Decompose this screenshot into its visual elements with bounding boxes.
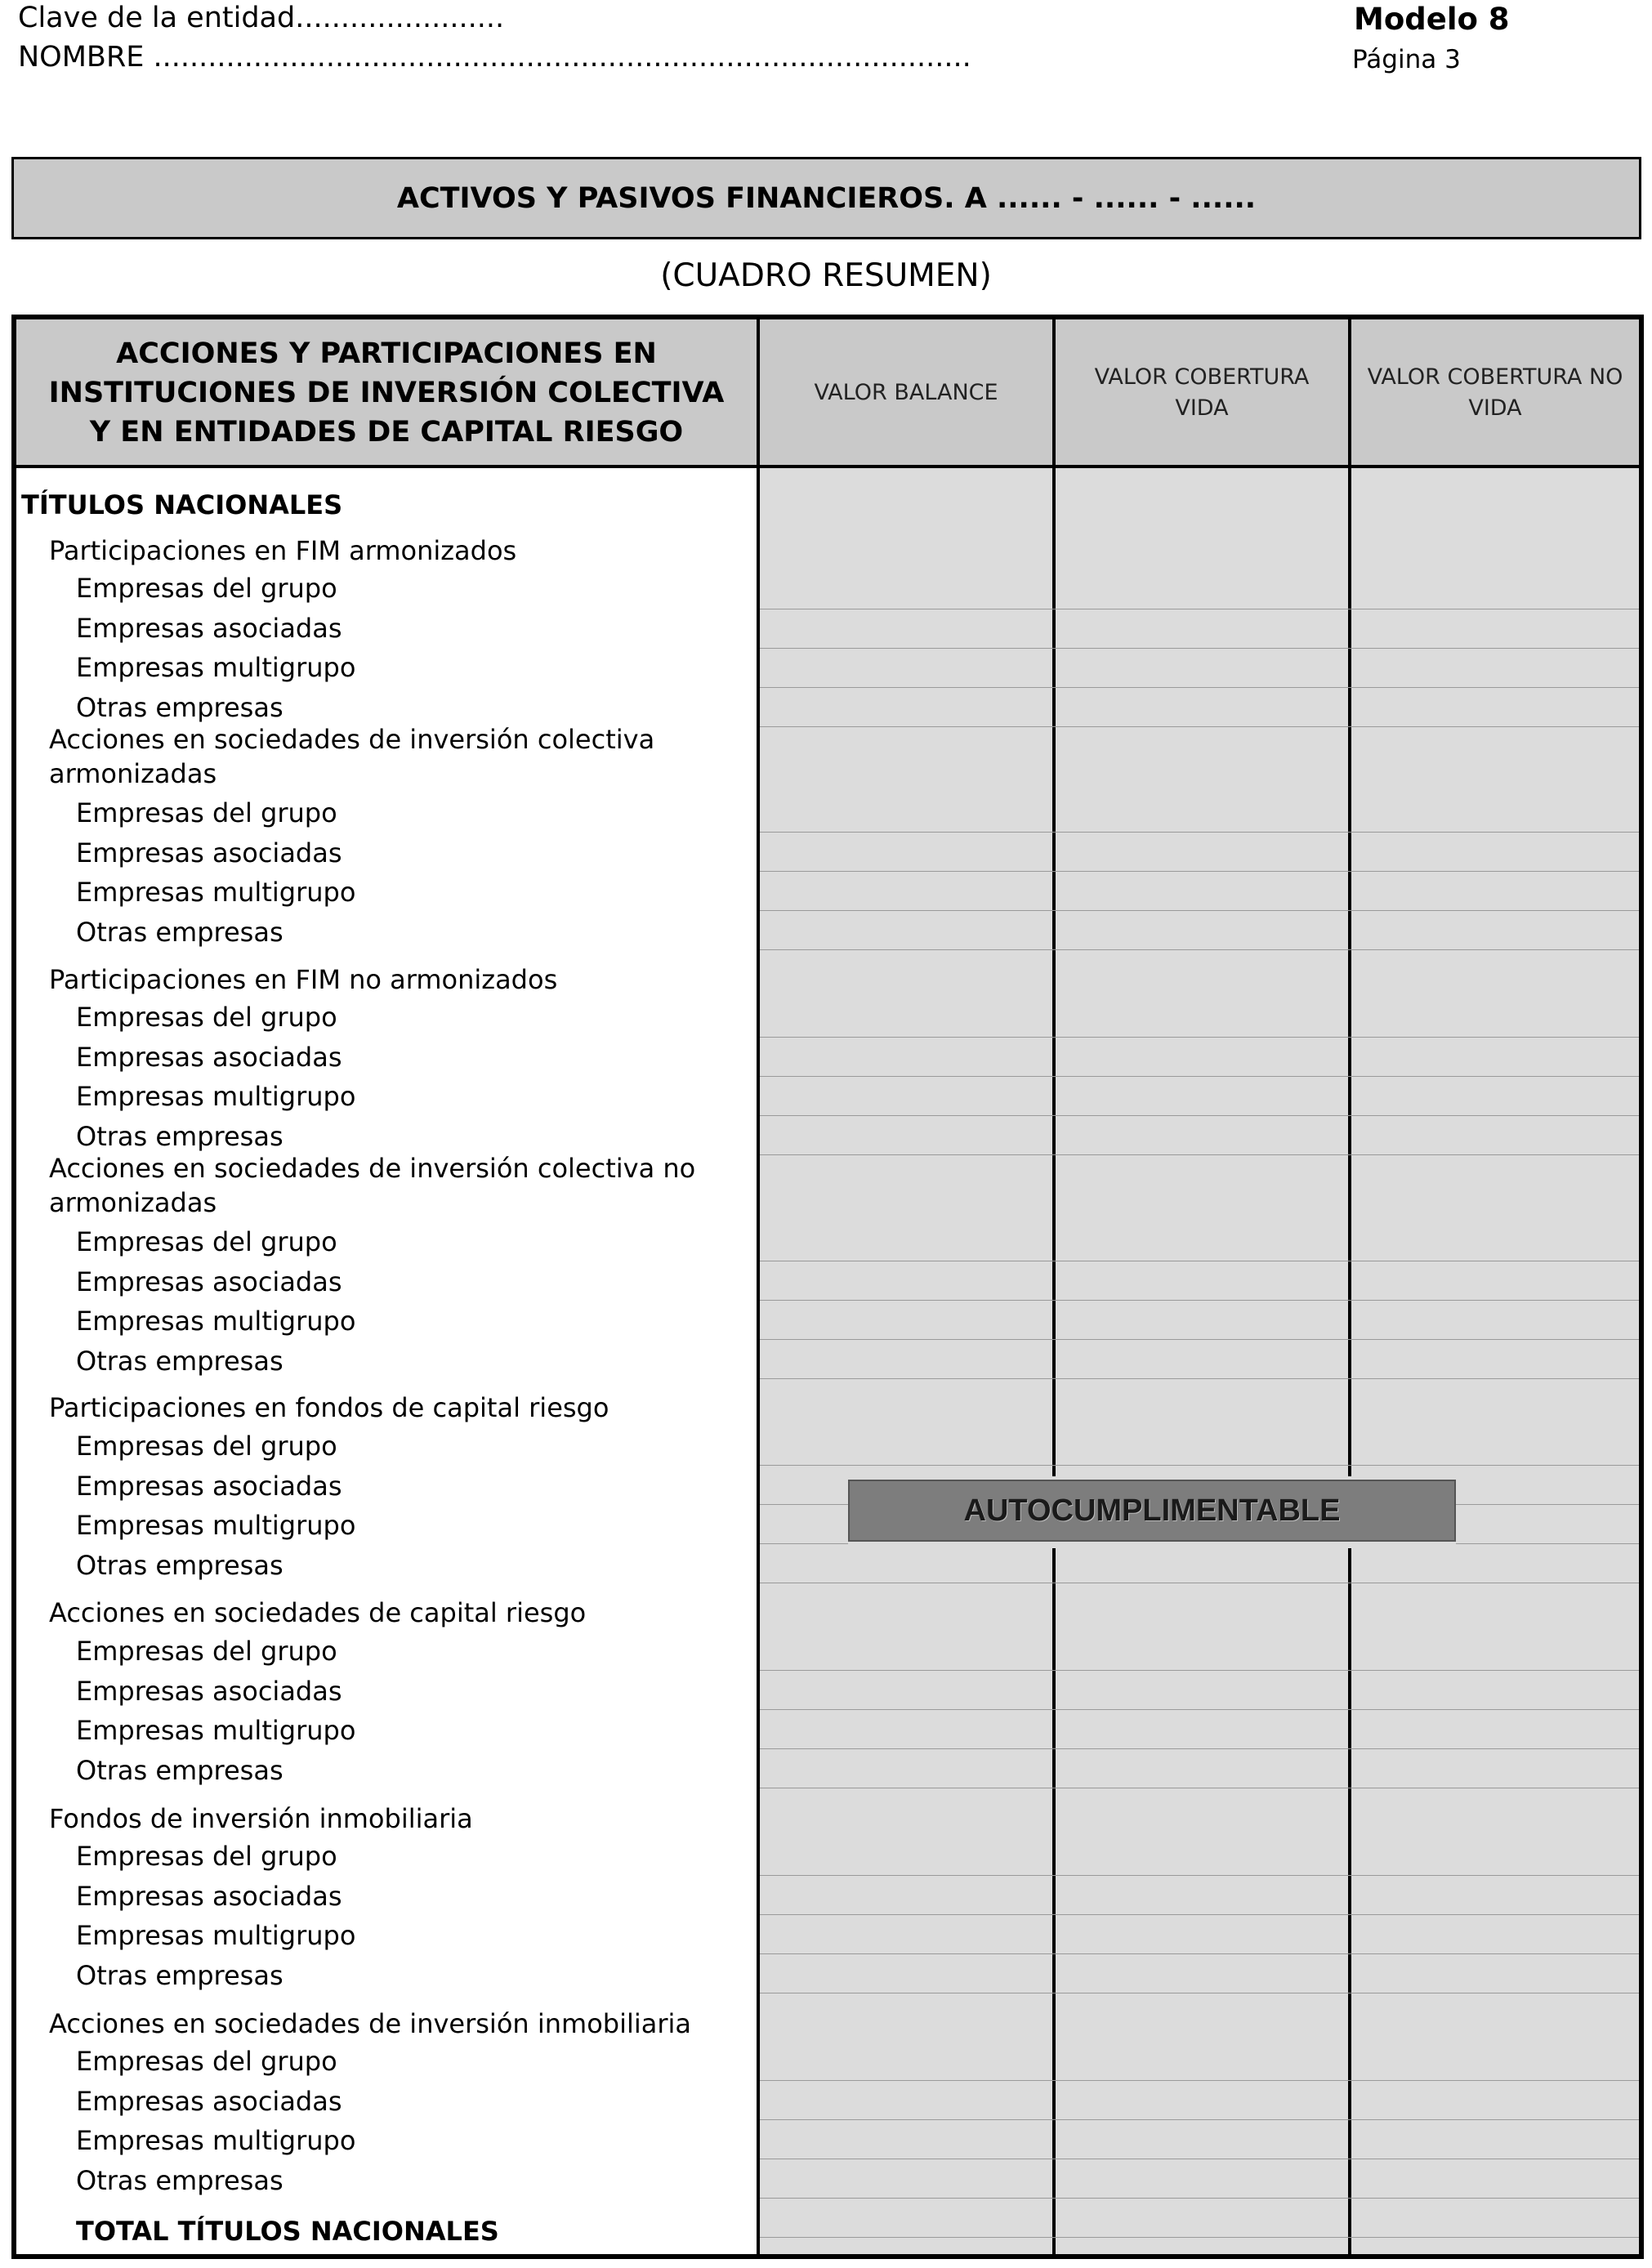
row-separator <box>760 1076 1639 1077</box>
sub-item-label: Otras empresas <box>76 2164 284 2196</box>
value-area <box>760 468 1639 2254</box>
group-label: Acciones en sociedades de inversión inmobiliaria <box>49 2008 692 2039</box>
header-divider <box>16 465 1639 468</box>
sub-item-label: Empresas asociadas <box>76 612 342 644</box>
sub-item-label: Otras empresas <box>76 1345 284 1377</box>
entity-key-field: Clave de la entidad....................... <box>18 2 505 34</box>
row-separator <box>760 1914 1639 1915</box>
autocomplete-banner: AUTOCUMPLIMENTABLE <box>848 1480 1456 1542</box>
sub-item-label: Empresas asociadas <box>76 1266 342 1297</box>
group-label: Acciones en sociedades de inversión colectiva no <box>49 1153 696 1184</box>
sub-item-label: Otras empresas <box>76 1549 284 1581</box>
column-header-line: VALOR BALANCE <box>814 380 998 405</box>
sub-item-label: Otras empresas <box>76 1120 284 1152</box>
header-cell-cobertura-no-vida <box>1351 319 1639 467</box>
sub-item-label: Otras empresas <box>76 691 284 723</box>
row-separator <box>760 1953 1639 1954</box>
row-separator <box>760 2119 1639 2120</box>
sub-item-label: Empresas asociadas <box>76 2085 342 2117</box>
column-header-line: VIDA <box>1175 395 1229 421</box>
row-separator <box>760 949 1639 950</box>
column-header-line: VALOR COBERTURA <box>1094 364 1310 390</box>
row-separator <box>760 1875 1639 1876</box>
column-divider <box>1348 319 1351 2254</box>
sub-item-label: Empresas del grupo <box>76 1002 337 1033</box>
group-label: Participaciones en FIM no armonizados <box>49 964 558 995</box>
summary-table <box>11 315 1644 2259</box>
group-label: Acciones en sociedades de inversión colectiva <box>49 724 655 755</box>
column-header-line: VALOR COBERTURA NO <box>1367 364 1623 390</box>
row-separator <box>760 1670 1639 1671</box>
row-separator <box>760 2080 1639 2081</box>
sub-item-label: Empresas del grupo <box>76 2046 337 2077</box>
sub-item-label: Empresas multigrupo <box>76 1306 356 1337</box>
sub-item-label: Empresas asociadas <box>76 1675 342 1707</box>
group-label: armonizadas <box>49 758 217 789</box>
row-separator <box>760 1037 1639 1038</box>
sub-item-label: Empresas multigrupo <box>76 1510 356 1541</box>
sub-item-label: Empresas del grupo <box>76 797 337 828</box>
sub-item-label: Empresas del grupo <box>76 1226 337 1257</box>
column-divider <box>1052 319 1056 2254</box>
sub-item-label: Otras empresas <box>76 1959 284 1991</box>
header-cell-cobertura-vida <box>1056 319 1348 467</box>
page-number: Página 3 <box>1352 45 1461 74</box>
form-title-box <box>11 157 1641 239</box>
row-separator <box>760 2237 1639 2238</box>
total-label: TOTAL TÍTULOS NACIONALES <box>76 2216 499 2247</box>
column-header-line: VIDA <box>1468 395 1522 421</box>
form-subtitle: (CUADRO RESUMEN) <box>660 257 992 294</box>
form-title: ACTIVOS Y PASIVOS FINANCIEROS. A ...... - ...... - ...... <box>396 181 1257 215</box>
category-header-line: ACCIONES Y PARTICIPACIONES EN <box>116 337 657 370</box>
group-label: Participaciones en FIM armonizados <box>49 535 517 566</box>
group-label: Participaciones en fondos de capital riesgo <box>49 1392 609 1423</box>
header-cell-category <box>16 319 757 467</box>
sub-item-label: Empresas asociadas <box>76 1470 342 1502</box>
column-divider <box>757 319 760 2254</box>
group-label: armonizadas <box>49 1187 217 1218</box>
row-separator <box>760 1465 1639 1466</box>
row-separator <box>760 832 1639 833</box>
row-separator <box>760 1709 1639 1710</box>
sub-item-label: Empresas del grupo <box>76 573 337 604</box>
category-header-line: Y EN ENTIDADES DE CAPITAL RIESGO <box>89 416 684 449</box>
row-separator <box>760 910 1639 911</box>
section-heading: TÍTULOS NACIONALES <box>21 489 343 520</box>
row-separator <box>760 687 1639 688</box>
model-number: Modelo 8 <box>1354 2 1510 37</box>
group-label: Fondos de inversión inmobiliaria <box>49 1803 473 1834</box>
row-separator <box>760 1115 1639 1116</box>
row-separator <box>760 871 1639 872</box>
sub-item-label: Empresas del grupo <box>76 1431 337 1462</box>
sub-item-label: Empresas asociadas <box>76 1880 342 1912</box>
row-separator <box>760 1300 1639 1301</box>
row-separator <box>760 1339 1639 1340</box>
category-header-line: INSTITUCIONES DE INVERSIÓN COLECTIVA <box>48 377 725 409</box>
sub-item-label: Empresas multigrupo <box>76 1920 356 1951</box>
sub-item-label: Empresas multigrupo <box>76 2125 356 2156</box>
sub-item-label: Empresas multigrupo <box>76 652 356 683</box>
header-cell-valor-balance <box>760 319 1052 467</box>
sub-item-label: Empresas multigrupo <box>76 1715 356 1746</box>
sub-item-label: Empresas asociadas <box>76 837 342 868</box>
row-separator <box>760 648 1639 649</box>
sub-item-label: Empresas asociadas <box>76 1041 342 1073</box>
sub-item-label: Otras empresas <box>76 916 284 948</box>
entity-name-field: NOMBRE .......................................................................................... <box>18 41 971 74</box>
group-label: Acciones en sociedades de capital riesgo <box>49 1597 587 1628</box>
sub-item-label: Empresas multigrupo <box>76 1081 356 1112</box>
row-separator <box>760 726 1639 727</box>
row-separator <box>760 2198 1639 2199</box>
row-separator <box>760 1748 1639 1749</box>
row-separator <box>760 1154 1639 1155</box>
sub-item-label: Empresas del grupo <box>76 1841 337 1872</box>
sub-item-label: Empresas del grupo <box>76 1636 337 1667</box>
sub-item-label: Empresas multigrupo <box>76 877 356 908</box>
sub-item-label: Otras empresas <box>76 1754 284 1786</box>
row-separator <box>760 1378 1639 1379</box>
